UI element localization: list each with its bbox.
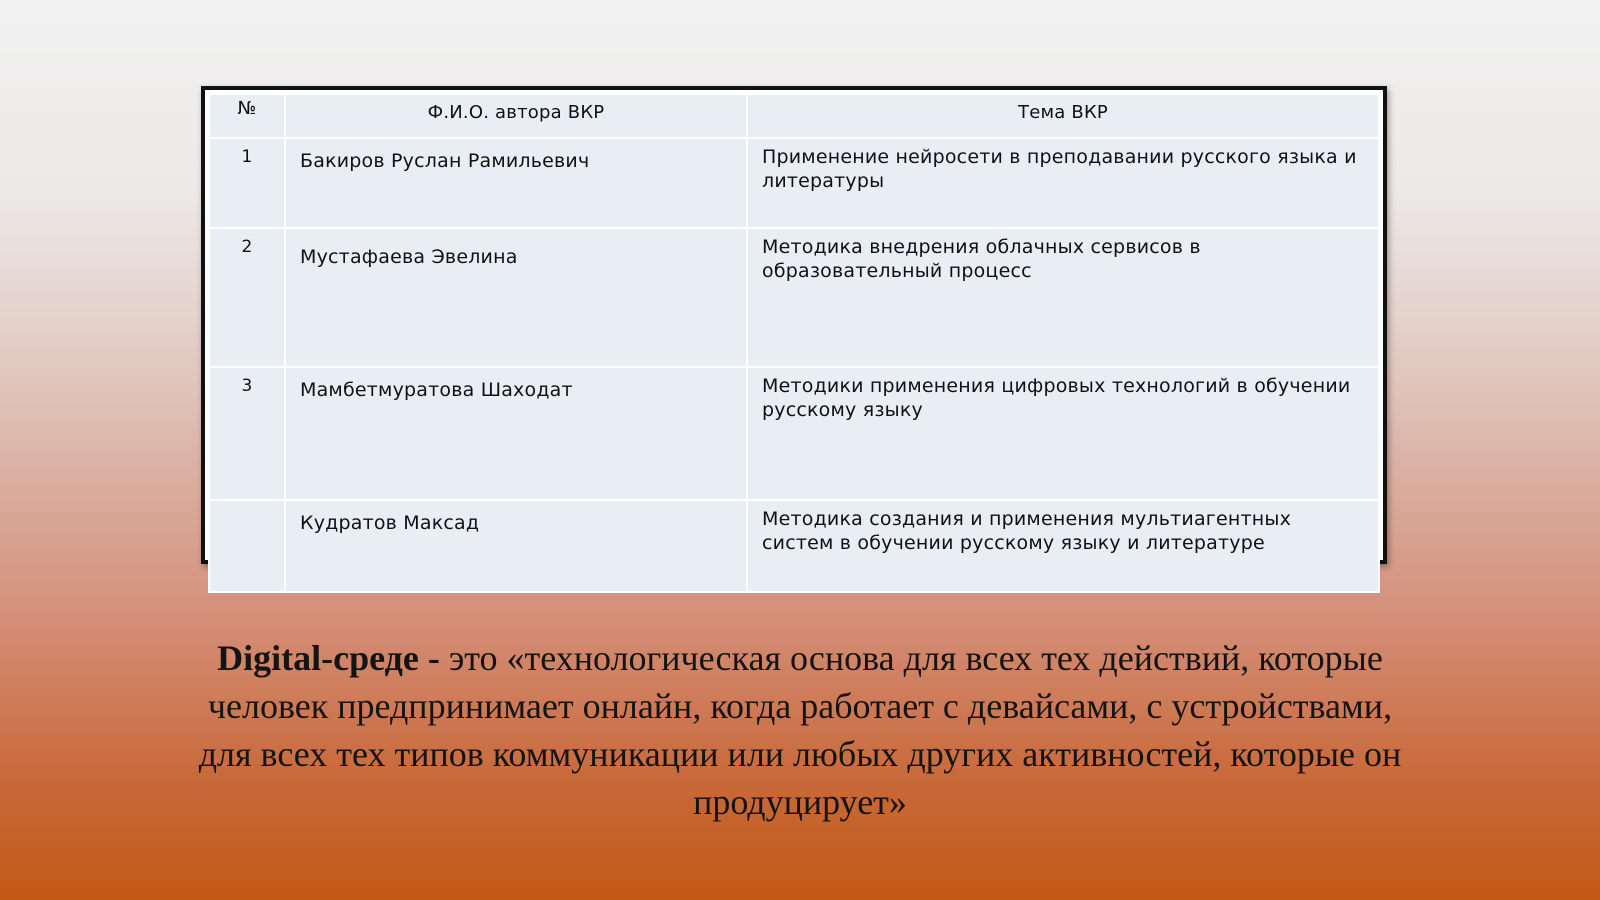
row-number: 1 [209,138,285,228]
thesis-table [208,93,1380,593]
table-row [209,500,1379,592]
row-topic: Методика внедрения облачных сервисов в образовательный процесс [747,228,1379,367]
row-topic: Методика создания и применения мультиагентных систем в обучении русскому языку и литературе [747,500,1379,592]
header-topic: Тема ВКР [747,94,1379,138]
header-author: Ф.И.О. автора ВКР [285,94,747,138]
definition-term: Digital-среде - [217,638,440,678]
header-number: № [209,94,285,138]
row-topic: Применение нейросети в преподавании русского языка и литературы [747,138,1379,228]
row-number: 3 [209,367,285,500]
row-number [209,500,285,592]
row-author: Бакиров Руслан Рамильевич [285,138,747,228]
definition-text: это «технологическая основа для всех тех действий, которые человек предпринимает онлайн, когда работает с девайсами, с устройствами, для всех тех типов коммуникации или любых других активностей, которые он продуцирует» [198,638,1402,822]
table-row [209,138,1379,228]
table-row [209,228,1379,367]
definition-caption [180,634,1420,826]
row-topic: Методики применения цифровых технологий в обучении русскому языку [747,367,1379,500]
row-author: Мамбетмуратова Шаходат [285,367,747,500]
row-author: Кудратов Максад [285,500,747,592]
table-header-row [209,94,1379,138]
thesis-table-frame [201,86,1387,564]
table-row [209,367,1379,500]
row-author: Мустафаева Эвелина [285,228,747,367]
row-number: 2 [209,228,285,367]
